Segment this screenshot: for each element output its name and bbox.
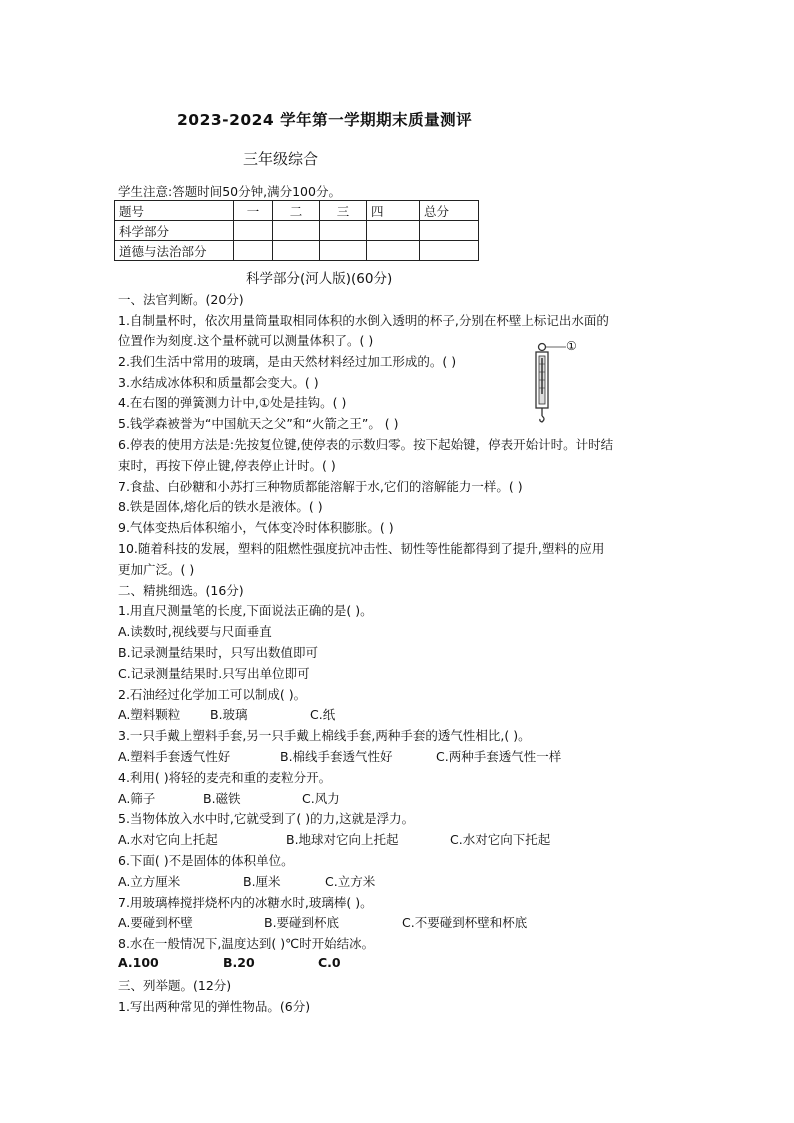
score-cell[interactable] [320,241,367,261]
question-line: 6.下面( )不是固体的体积单位。 [118,853,294,868]
option-a: A.水对它向上托起 [118,832,218,847]
question-line: 5.钱学森被誉为“中国航天之父”和“火箭之王”。 ( ) [118,416,399,431]
option-b: B.要碰到杯底 [264,915,340,930]
option-b: B.棉线手套透气性好 [280,749,393,764]
exam-subtitle: 三年级综合 [243,150,319,168]
spring-scale-icon [530,342,580,424]
question-line: 7.用玻璃棒搅拌烧杯内的冰糖水时,玻璃棒( )。 [118,895,373,910]
option-c: C.不要碰到杯壁和杯底 [402,915,528,930]
table-cell: 科学部分 [115,221,234,241]
option-c: C.纸 [310,707,336,722]
section3-heading: 三、列举题。(12分) [118,978,232,993]
figure-label: ① [566,339,577,353]
table-cell: 四 [367,201,420,221]
score-cell[interactable] [234,221,273,241]
option-c: C.0 [318,955,341,970]
table-row [115,241,479,261]
option-b: B.厘米 [243,874,281,889]
question-line: 2.石油经过化学加工可以制成( )。 [118,687,307,702]
table-cell: 一 [234,201,273,221]
question-line: 位置作为刻度.这个量杯就可以测量体积了。( ) [118,333,374,348]
question-line: 4.在右图的弹簧测力计中,①处是挂钩。( ) [118,395,347,410]
option-a: A.塑料颗粒 [118,707,181,722]
question-line: 1.写出两种常见的弹性物品。(6分) [118,999,311,1014]
score-cell[interactable] [420,221,479,241]
student-notice: 学生注意:答题时间50分钟,满分100分。 [118,184,341,199]
option-a: A.要碰到杯壁 [118,915,193,930]
section1-heading: 一、法官判断。(20分) [118,292,244,307]
score-cell[interactable] [320,221,367,241]
question-line: 束时，再按下停止键,停表停止计时。( ) [118,458,336,473]
option-b: B.20 [223,955,255,970]
table-cell: 道德与法治部分 [115,241,234,261]
option-c: C.立方米 [325,874,376,889]
question-line: 1.用直尺测量笔的长度,下面说法正确的是( )。 [118,603,373,618]
table-cell: 二 [273,201,320,221]
option-b: B.玻璃 [210,707,248,722]
question-line: 5.当物体放入水中时,它就受到了( )的力,这就是浮力。 [118,811,415,826]
option-a: A.塑料手套透气性好 [118,749,231,764]
question-line: 3.水结成冰体积和质量都会变大。( ) [118,375,319,390]
option-b: B.地球对它向上托起 [286,832,399,847]
question-line: 4.利用( )将轻的麦壳和重的麦粒分开。 [118,770,332,785]
question-line: 8.水在一般情况下,温度达到( )℃时开始结冰。 [118,936,375,951]
option-c: C.记录测量结果时.只写出单位即可 [118,666,310,681]
score-table [114,200,479,261]
score-cell[interactable] [273,241,320,261]
score-cell[interactable] [367,221,420,241]
score-cell[interactable] [420,241,479,261]
option-b: B.记录测量结果时，只写出数值即可 [118,645,319,660]
spring-scale-figure [530,339,580,424]
table-cell: 总分 [420,201,479,221]
option-c: C.水对它向下托起 [450,832,551,847]
question-line: 9.气体变热后体积缩小，气体变冷时体积膨胀。( ) [118,520,394,535]
score-cell[interactable] [234,241,273,261]
score-cell[interactable] [367,241,420,261]
science-section-title: 科学部分(河人版)(60分) [246,271,393,287]
option-a: A.100 [118,955,159,970]
option-b: B.磁铁 [203,791,241,806]
table-cell: 题号 [115,201,234,221]
option-c: C.两种手套透气性一样 [436,749,562,764]
question-line: 3.一只手戴上塑料手套,另一只手戴上棉线手套,两种手套的透气性相比,( )。 [118,728,531,743]
question-line: 8.铁是固体,熔化后的铁水是液体。( ) [118,499,323,514]
question-line: 1.自制量杯时，依次用量筒量取相同体积的水倒入透明的杯子,分别在杯壁上标记出水面的 [118,313,609,328]
table-row [115,201,479,221]
option-a: A.读数时,视线要与尺面垂直 [118,624,272,639]
table-cell: 三 [320,201,367,221]
question-line: 2.我们生活中常用的玻璃，是由天然材料经过加工形成的。( ) [118,354,457,369]
exam-title: 2023-2024 学年第一学期期末质量测评 [177,111,473,129]
table-row [115,221,479,241]
section2-heading: 二、精挑细选。(16分) [118,583,244,598]
question-line: 10.随着科技的发展，塑料的阻燃性强度抗冲击性、韧性等性能都得到了提升,塑料的应用 [118,541,605,556]
option-c: C.风力 [302,791,340,806]
question-line: 更加广泛。( ) [118,562,195,577]
option-a: A.立方厘米 [118,874,181,889]
option-a: A.筛子 [118,791,156,806]
question-line: 7.食盐、白砂糖和小苏打三种物质都能溶解于水,它们的溶解能力一样。( ) [118,479,523,494]
question-line: 6.停表的使用方法是:先按复位键,使停表的示数归零。按下起始键，停表开始计时。计时结 [118,437,614,452]
score-cell[interactable] [273,221,320,241]
